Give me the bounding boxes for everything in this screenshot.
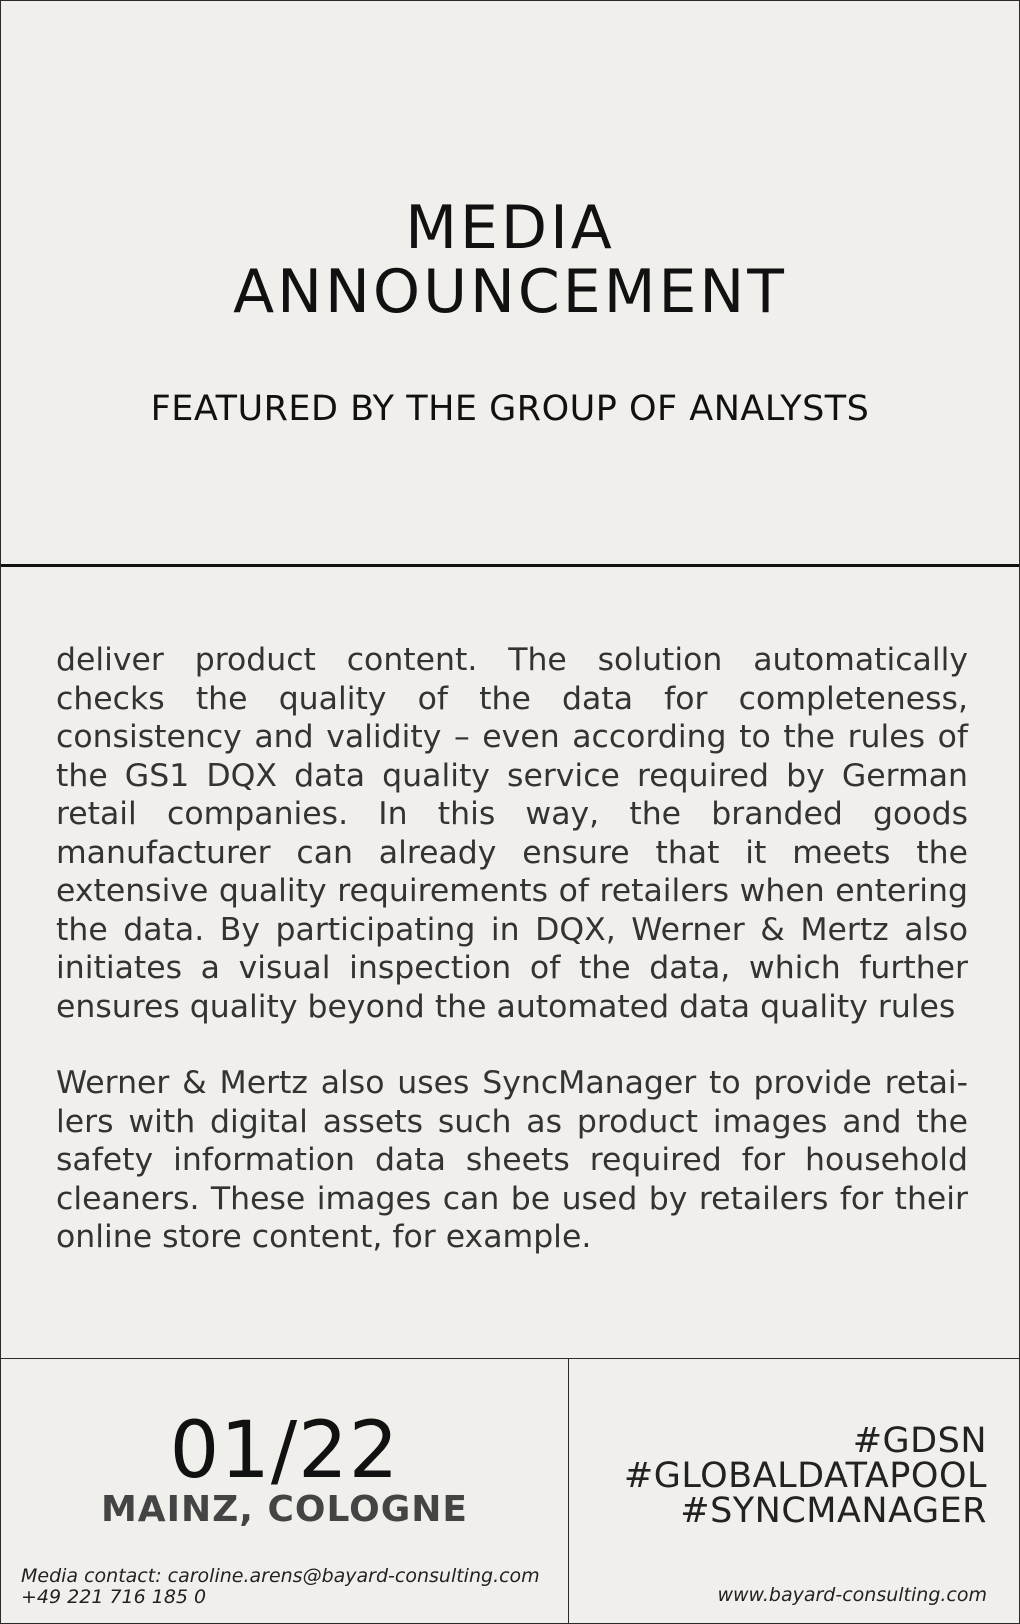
footer-date-panel — [1, 1358, 569, 1624]
body-text — [56, 641, 968, 1295]
hashtag-globaldatapool: #GLOBALDATAPOOL — [623, 1456, 987, 1496]
body-paragraph-2: Werner & Mertz also uses SyncManager to provide retailers with digital assets such as product images and the safety information data sheets required for household cleaners. These images can be used by retailers for their online store content, for example. — [56, 1065, 968, 1255]
media-contact-email: Media contact: caroline.arens@bayard-consulting.com — [21, 1565, 540, 1587]
body-paragraph-1: deliver product content. The solution automatically checks the quality of the data for completeness, consistency and validity – even according to the rules of the GS1 DQX data quality service required by German retail companies. In this way, the branded goods manufacturer can already ensure that it meets the extensive quality requirements of retailers when entering the data. By participating in DQX, Werner & Mertz also initiates a visual inspection of the data, which further ensures quality beyond the automated data quality rules — [56, 642, 968, 1025]
subtitle: FEATURED BY THE GROUP OF ANALYSTS — [150, 389, 870, 429]
footer-tags-panel — [568, 1358, 1019, 1624]
media-contact-phone: +49 221 716 185 0 — [21, 1586, 207, 1608]
media-contact — [21, 1566, 540, 1608]
header-section — [1, 1, 1019, 567]
release-date: 01/22 — [169, 1406, 400, 1496]
release-location: MAINZ, COLOGNE — [100, 1489, 469, 1530]
hashtag-gdsn: #GDSN — [852, 1421, 987, 1461]
page-title — [1, 193, 1019, 327]
title-line-media: MEDIA — [405, 193, 615, 263]
title-line-announcement: ANNOUNCEMENT — [233, 257, 787, 327]
hashtag-list — [623, 1421, 987, 1531]
website-link[interactable]: www.bayard-consulting.com — [717, 1584, 987, 1606]
hashtag-syncmanager: #SYNCMANAGER — [680, 1491, 987, 1531]
